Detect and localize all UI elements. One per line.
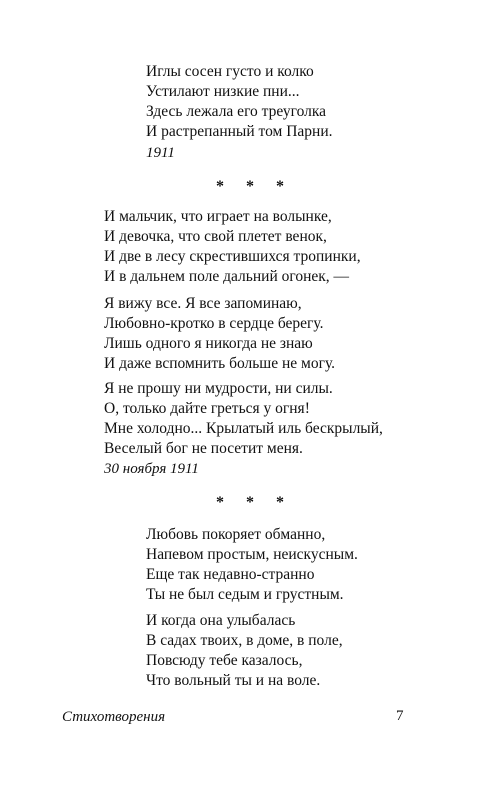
- poem-line: Устилают низкие пни...: [146, 83, 300, 100]
- poem-2-stanza-1: [104, 207, 361, 287]
- poem-line: Любовь покоряет обманно,: [146, 526, 326, 543]
- poem-line: И растрепанный том Парни.: [146, 123, 333, 140]
- poem-2-stanza-2: [104, 294, 335, 374]
- poem-line: Повсюду тебе казалось,: [146, 652, 303, 669]
- poem-line: Что вольный ты и на воле.: [146, 672, 321, 689]
- poem-line: Мне холодно... Крылатый иль бескрылый,: [104, 420, 383, 437]
- poem-line: И мальчик, что играет на волынке,: [104, 208, 332, 225]
- poem-line: Любовно-кротко в сердце берегу.: [104, 315, 324, 332]
- poem-2-stanza-3: [104, 379, 383, 459]
- poem-3-stanza-2: [146, 611, 343, 691]
- poem-line: Веселый бог не посетит меня.: [104, 440, 303, 457]
- poem-line: Иглы сосен густо и колко: [146, 63, 314, 80]
- poem-line: О, только дайте греться у огня!: [104, 400, 310, 417]
- poem-line: Лишь одного я никогда не знаю: [104, 335, 313, 352]
- poem-line: И девочка, что свой плетет венок,: [104, 228, 327, 245]
- poem-1-stanza-1: [146, 62, 333, 142]
- poem-line: И когда она улыбалась: [146, 612, 296, 629]
- section-separator: * * *: [216, 494, 293, 511]
- poem-3-stanza-1: [146, 525, 358, 605]
- poem-line: И даже вспомнить больше не могу.: [104, 355, 336, 372]
- poem-line: Напевом простым, неискусным.: [146, 546, 358, 563]
- poem-line: Здесь лежала его треуголка: [146, 103, 327, 120]
- poem-line: Я вижу все. Я все запоминаю,: [104, 295, 302, 312]
- section-separator: * * *: [216, 178, 293, 195]
- poem-line: В садах твоих, в доме, в поле,: [146, 632, 343, 649]
- poem-line: Ты не был седым и грустным.: [146, 586, 344, 603]
- poem-line: Еще так недавно-странно: [146, 566, 315, 583]
- poem-1-date: 1911: [146, 145, 175, 161]
- poem-line: И в дальнем поле дальний огонек, —: [104, 268, 350, 285]
- poem-line: И две в лесу скрестившихся тропинки,: [104, 248, 361, 265]
- page-number: 7: [396, 708, 404, 724]
- poem-2-date: 30 ноября 1911: [104, 461, 199, 477]
- poem-line: Я не прошу ни мудрости, ни силы.: [104, 380, 333, 397]
- running-footer-title: Стихотворения: [62, 709, 166, 725]
